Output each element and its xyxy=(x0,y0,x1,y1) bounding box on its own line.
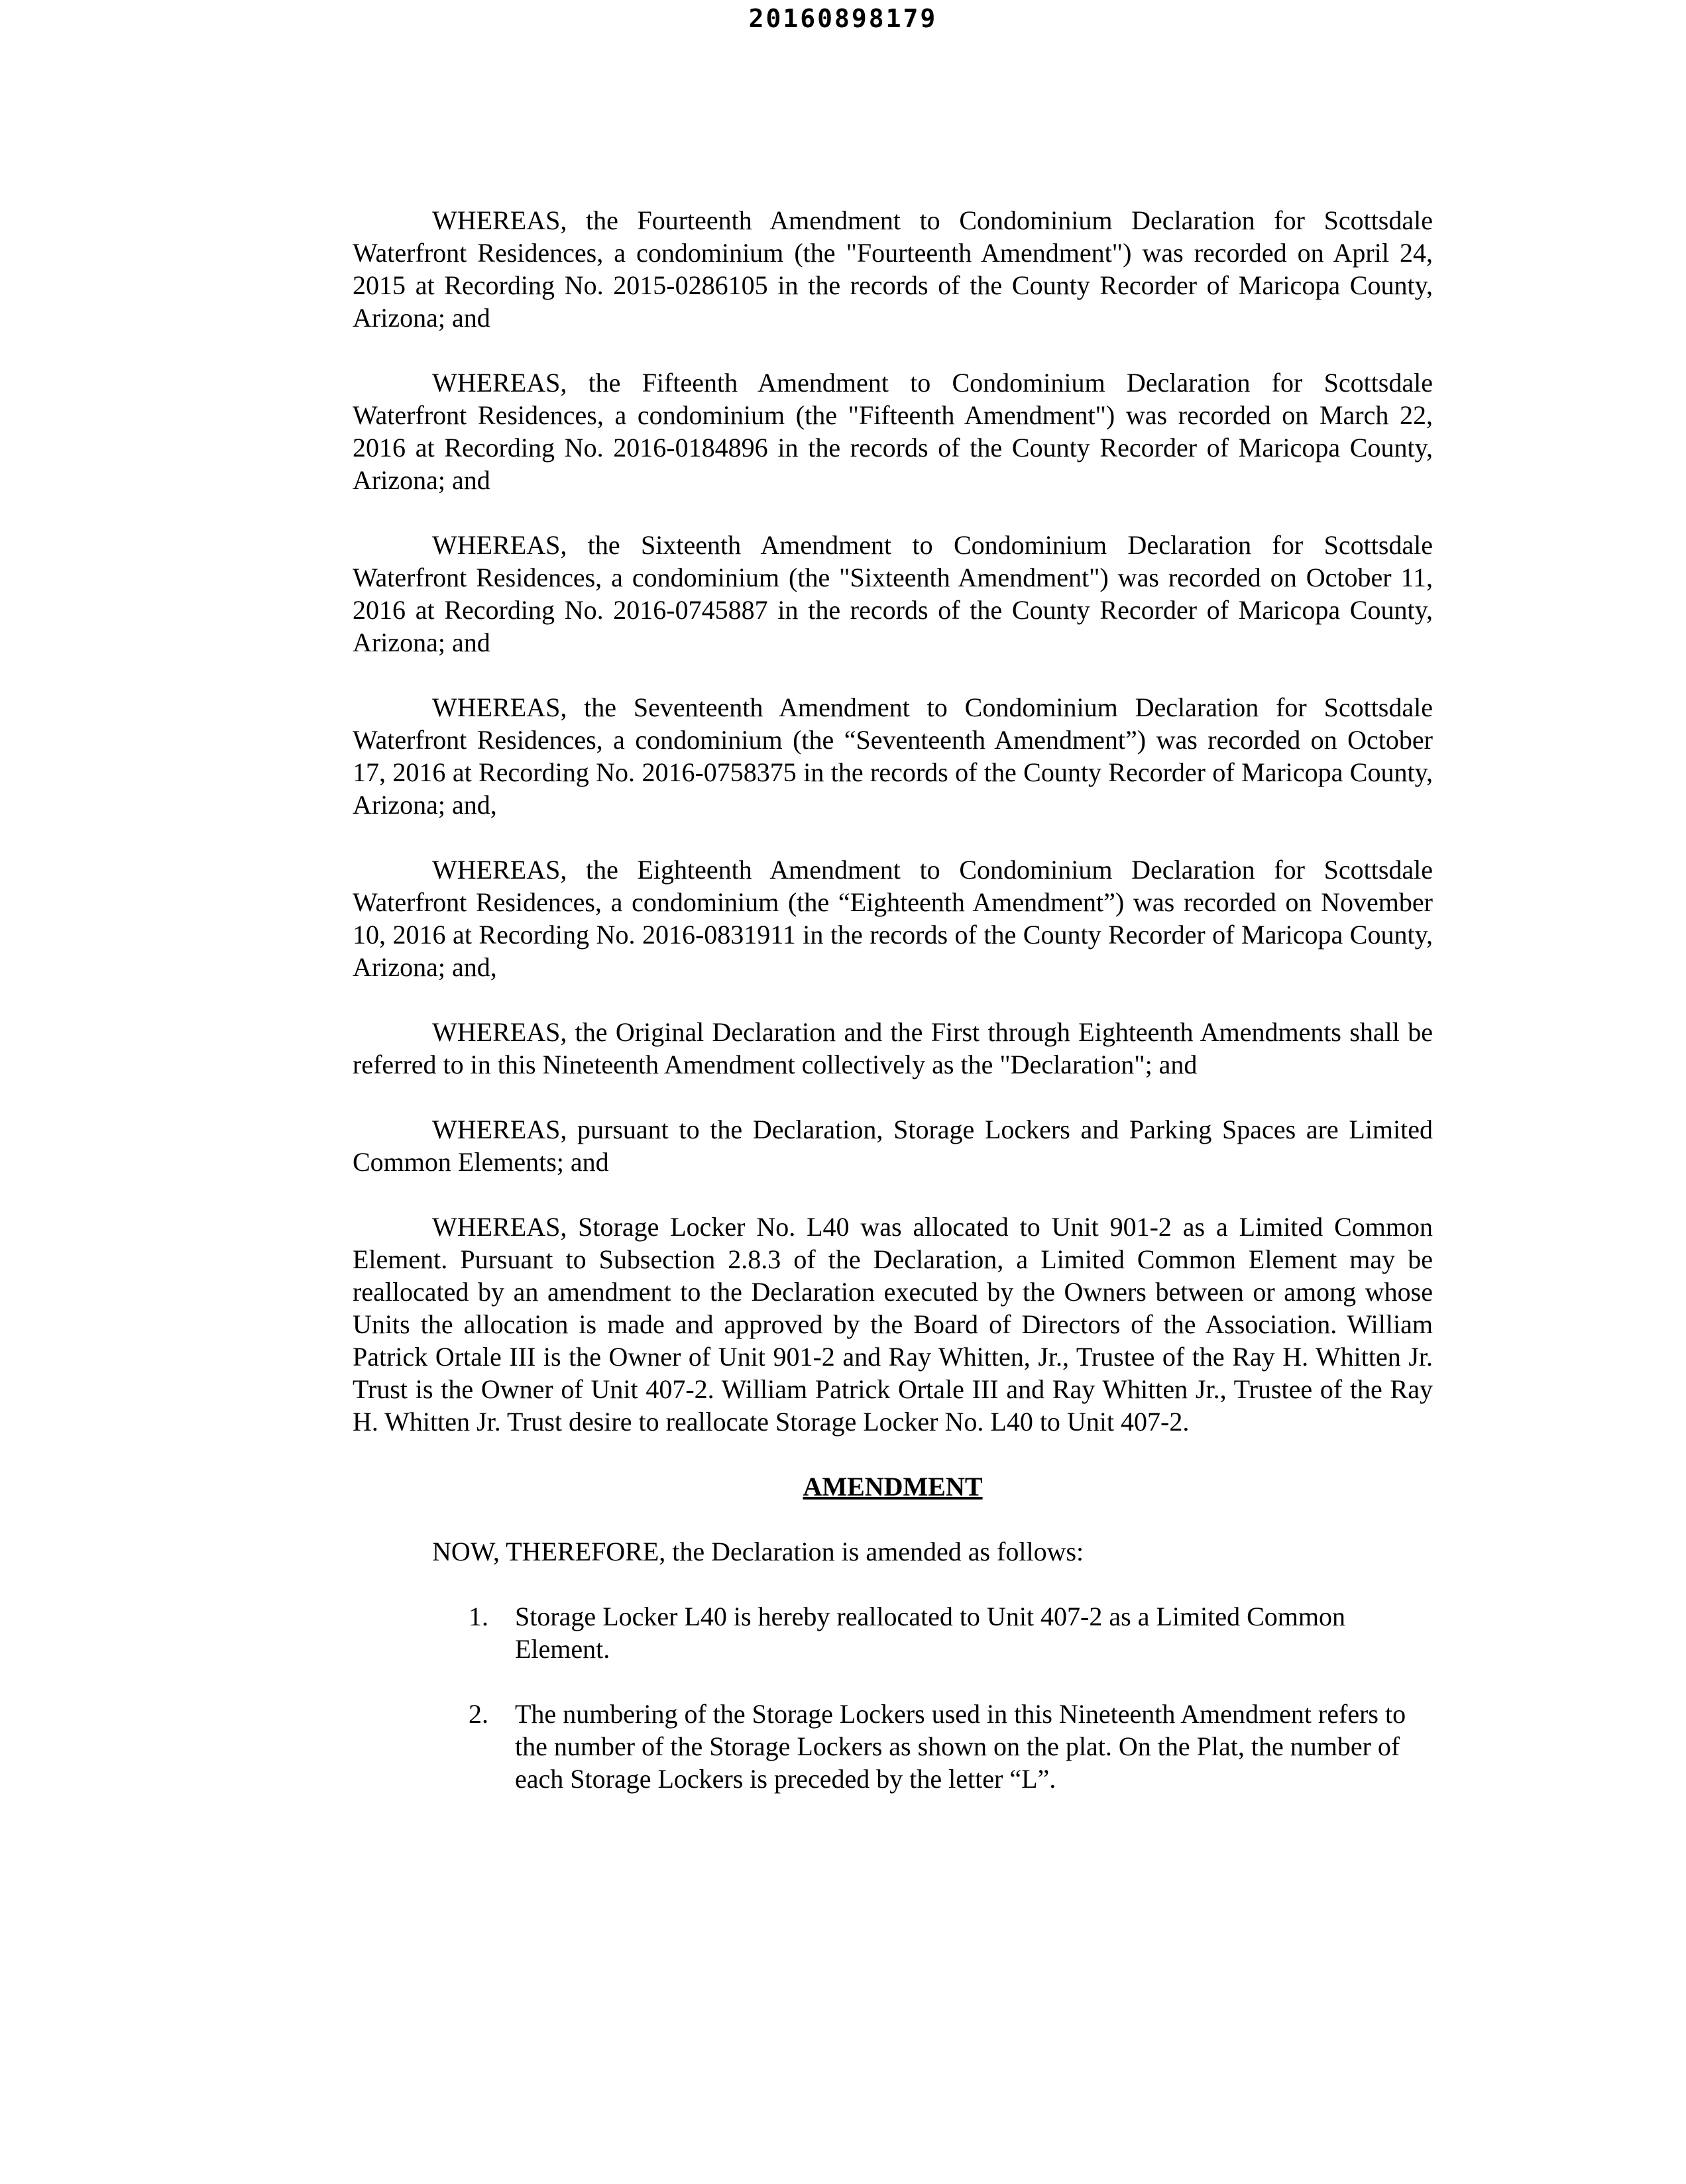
list-item-number: 2. xyxy=(469,1699,488,1729)
list-item xyxy=(353,1600,1433,1665)
document-body xyxy=(353,204,1433,1828)
whereas-declaration-definition: WHEREAS, the Original Declaration and the First through Eighteenth Amendments shall be referred to in this Nineteenth Amendment collectively as the "Declaration"; and xyxy=(353,1017,1433,1079)
list-item-text: Storage Locker L40 is hereby reallocated to Unit 407-2 as a Limited Common Element. xyxy=(515,1602,1345,1664)
recording-number: 20160898179 xyxy=(748,4,938,33)
whereas-eighteenth-amendment: WHEREAS, the Eighteenth Amendment to Condominium Declaration for Scottsdale Waterfront Residences, a condominium (the “Eighteenth Amendment”) was recorded on November 10, 2016 at Recording No. 2016-0831911 in the records of the County Recorder of Maricopa County, Arizona; and, xyxy=(353,855,1433,982)
whereas-fifteenth-amendment: WHEREAS, the Fifteenth Amendment to Condominium Declaration for Scottsdale Waterfront Residences, a condominium (the "Fifteenth Amendment") was recorded on March 22, 2016 at Recording No. 2016-0184896 in the records of the County Recorder of Maricopa County, Arizona; and xyxy=(353,368,1433,495)
list-item-text: The numbering of the Storage Lockers used in this Nineteenth Amendment refers to the number of the Storage Lockers as shown on the plat. On the Plat, the number of each Storage Lockers is preceded by the letter “L”. xyxy=(515,1699,1406,1794)
whereas-sixteenth-amendment: WHEREAS, the Sixteenth Amendment to Condominium Declaration for Scottsdale Waterfront Residences, a condominium (the "Sixteenth Amendment") was recorded on October 11, 2016 at Recording No. 2016-0745887 in the records of the County Recorder of Maricopa County, Arizona; and xyxy=(353,530,1433,657)
whereas-limited-common-elements: WHEREAS, pursuant to the Declaration, Storage Lockers and Parking Spaces are Limited Common Elements; and xyxy=(353,1115,1433,1177)
list-item xyxy=(353,1698,1433,1795)
whereas-fourteenth-amendment: WHEREAS, the Fourteenth Amendment to Condominium Declaration for Scottsdale Waterfront Residences, a condominium (the "Fourteenth Amendment") was recorded on April 24, 2015 at Recording No. 2015-0286105 in the records of the County Recorder of Maricopa County, Arizona; and xyxy=(353,205,1433,333)
amendment-intro: NOW, THEREFORE, the Declaration is amended as follows: xyxy=(432,1537,1084,1566)
whereas-seventeenth-amendment: WHEREAS, the Seventeenth Amendment to Condominium Declaration for Scottsdale Waterfront Residences, a condominium (the “Seventeenth Amendment”) was recorded on October 17, 2016 at Recording No. 2016-0758375 in the records of the County Recorder of Maricopa County, Arizona; and, xyxy=(353,692,1433,820)
list-item-number: 1. xyxy=(469,1602,488,1631)
whereas-storage-locker-reallocation: WHEREAS, Storage Locker No. L40 was allocated to Unit 901-2 as a Limited Common Element. Pursuant to Subsection 2.8.3 of the Declaration, a Limited Common Element may be reallocated by an amendment to the Declaration executed by the Owners between or among whose Units the allocation is made and approved by the Board of Directors of the Association. William Patrick Ortale III is the Owner of Unit 901-2 and Ray Whitten, Jr., Trustee of the Ray H. Whitten Jr. Trust is the Owner of Unit 407-2. William Patrick Ortale III and Ray Whitten Jr., Trustee of the Ray H. Whitten Jr. Trust desire to reallocate Storage Locker No. L40 to Unit 407-2. xyxy=(353,1212,1433,1437)
amendment-list xyxy=(353,1600,1433,1795)
amendment-heading: AMENDMENT xyxy=(803,1472,983,1502)
